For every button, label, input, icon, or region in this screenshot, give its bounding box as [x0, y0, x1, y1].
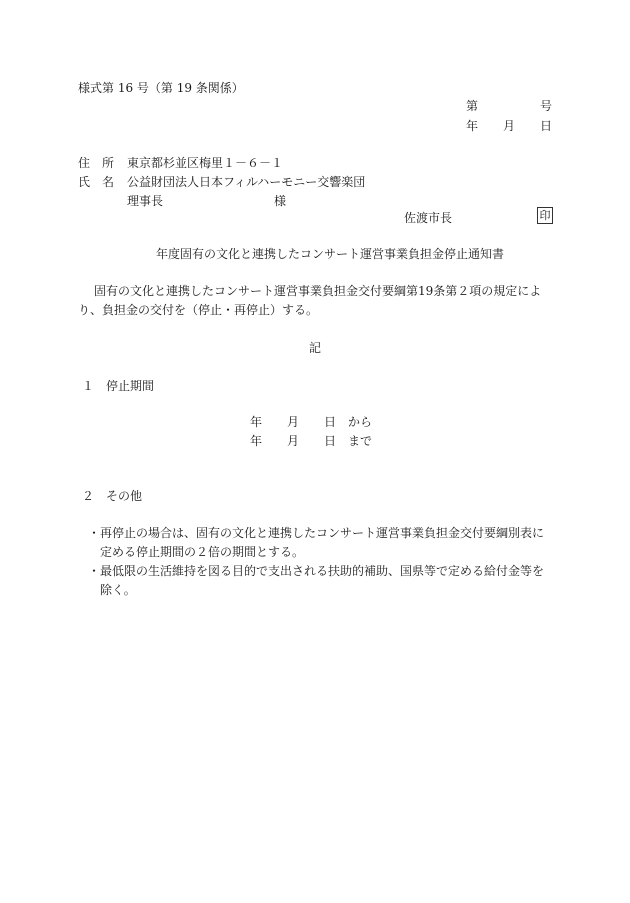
period-to-suffix: まで — [348, 434, 373, 448]
section2-title: ２ その他 — [82, 489, 143, 503]
recipient-title: 理事長 — [127, 194, 164, 208]
address-label: 住 所 — [78, 156, 115, 170]
period-from-month: 月 — [287, 415, 300, 429]
form-number: 様式第 16 号（第 19 条関係） — [78, 81, 244, 95]
period-to-day: 日 — [324, 434, 337, 448]
note-bullet-2: ・最低限の生活維持を図る目的で支出される扶助的補助、国県等で定める給付金等を除く。 — [88, 564, 545, 597]
period-from-day: 日 — [324, 415, 337, 429]
ki-marker: 記 — [309, 341, 322, 355]
date-day-label: 日 — [540, 119, 553, 133]
doc-number-label-prefix: 第 — [466, 99, 479, 113]
name-label: 氏 名 — [78, 175, 115, 189]
document-heading: 年度固有の文化と連携したコンサート運営事業負担金停止通知書 — [156, 247, 505, 261]
date-year-label: 年 — [466, 119, 479, 133]
sender-title: 佐渡市長 — [404, 211, 453, 225]
period-to-year: 年 — [250, 434, 263, 448]
seal-stamp-box — [537, 207, 553, 224]
name-value: 公益財団法人日本フィルハーモニー交響楽団 — [127, 175, 366, 189]
note-bullet-1: ・再停止の場合は、固有の文化と連携したコンサート運営事業負担金交付要綱別表に定める停止期間の２倍の期間とする。 — [88, 526, 545, 559]
recipient-honorific: 様 — [274, 194, 287, 208]
body-line-2: り、負担金の交付を（停止・再停止）する。 — [78, 303, 319, 317]
period-from-year: 年 — [250, 415, 263, 429]
body-line-1: 固有の文化と連携したコンサート運営事業負担金交付要綱第19条第２項の規定によ — [94, 284, 542, 298]
period-to-month: 月 — [287, 434, 300, 448]
date-month-label: 月 — [503, 119, 516, 133]
period-from-suffix: から — [348, 415, 373, 429]
address-value: 東京都杉並区梅里１－６－１ — [127, 156, 284, 170]
seal-label: 印 — [539, 209, 551, 222]
section1-title: １ 停止期間 — [82, 379, 155, 393]
doc-number-label-suffix: 号 — [540, 99, 553, 113]
